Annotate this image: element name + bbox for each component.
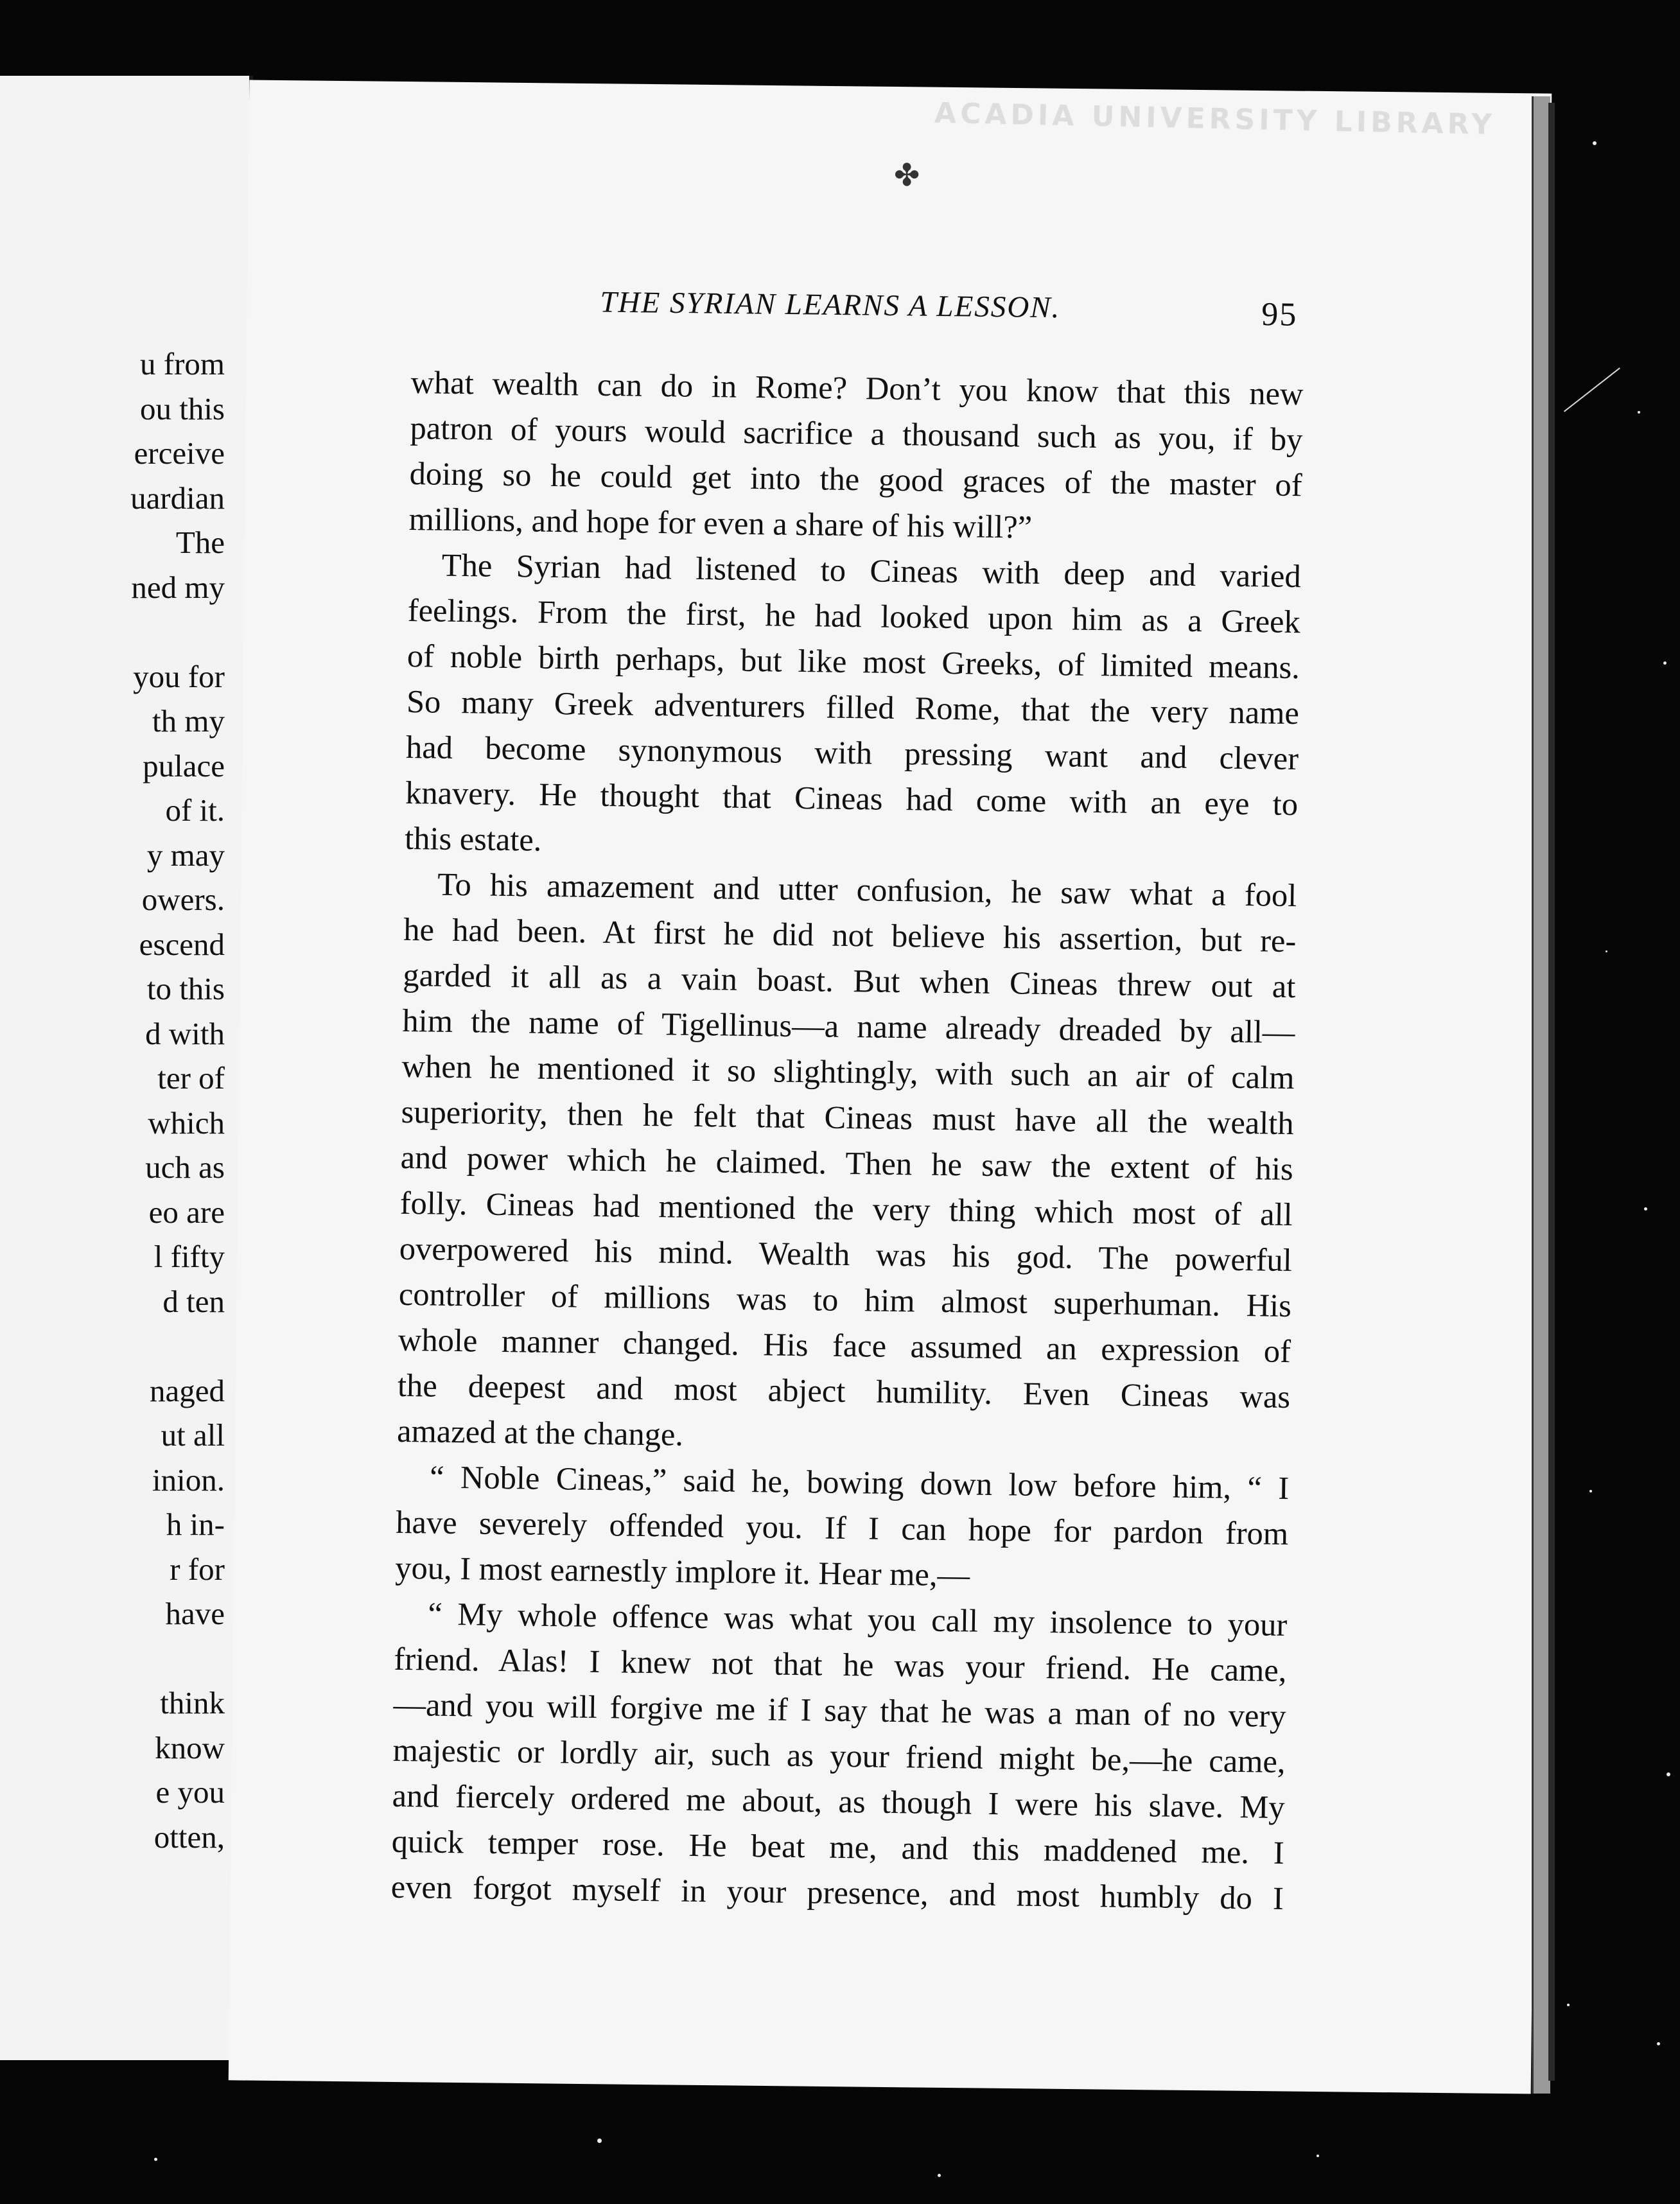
left-facing-page [0,76,253,2060]
page-edge [1532,96,1550,2094]
text-line: amazed at the change. [396,1412,684,1453]
running-title: THE SYRIAN LEARNS A LESSON. [600,285,1061,325]
left-page-fragment: escend [139,926,225,962]
left-page-fragment: y may [146,837,225,873]
text-line: folly. Cineas had mentioned the very thing which most of all [399,1184,1293,1233]
text-line: this estate. [404,819,542,858]
dust-speck [1589,1490,1592,1492]
dust-speck [1657,2042,1660,2045]
text-line: him the name of Tigellinus—a name already dreaded by all— [402,1002,1295,1051]
text-line: knavery. He thought that Cineas had come with an eye to [405,774,1299,823]
left-page-fragment: have [165,1596,225,1631]
left-page-fragment: l fifty [153,1239,225,1274]
text-line: controller of millions was to him almost superhuman. His [398,1275,1292,1324]
text-line: whole manner changed. His face assumed an expression of [398,1321,1291,1370]
text-line: even forgot myself in your presence, and most humbly do I [390,1868,1284,1916]
text-line: patron of yours would sacrifice a thousand such as you, if by [410,409,1303,458]
text-line: when he mentioned it so slightingly, with such an air of calm [401,1047,1295,1096]
library-stamp: ACADIA UNIVERSITY LIBRARY [934,96,1496,142]
text-line: millions, and hope for even a share of his will?” [408,500,1033,545]
page-number: 95 [1261,296,1298,333]
text-line: “ Noble Cineas,” said he, bowing down low before him, “ I [429,1458,1290,1507]
page-edge-shadow [1548,103,1555,2081]
text-line: overpowered his mind. Wealth was his god. The powerful [399,1230,1293,1279]
text-line: majestic or lordly air, such as your friend might be,—he came, [392,1731,1286,1780]
text-line: —and you will forgive me if I say that he was a man of no very [393,1686,1286,1735]
left-page-fragment: which [148,1105,225,1141]
left-page-fragment: think [160,1685,225,1720]
text-line: To his amazement and utter confusion, he saw what a fool [437,866,1297,914]
left-page-fragment: eo are [148,1194,225,1230]
text-line: and power which he claimed. Then he saw the extent of his [400,1139,1293,1187]
text-line: superiority, then he felt that Cineas must have all the wealth [401,1093,1294,1142]
dust-speck [1667,1772,1670,1776]
text-line: and fiercely ordered me about, as though I were his slave. My [392,1777,1285,1826]
left-page-fragment: naged [150,1372,225,1408]
left-page-fragment: you for [133,658,225,694]
left-page-fragment: know [155,1729,225,1765]
text-line: he had been. At first he did not believe his assertion, but re- [403,911,1297,959]
text-line: you, I most earnestly implore it. Hear me,— [395,1549,970,1593]
left-page-fragment: ned my [131,569,225,605]
left-page-fragment: uardian [130,480,225,516]
left-page-fragment: inion. [152,1462,225,1498]
left-page-fragment: d ten [162,1283,225,1319]
left-page-fragment: to this [146,971,225,1006]
left-page-fragment: d with [145,1015,225,1051]
text-line: have severely offended you. If I can hope for pardon from [395,1503,1289,1552]
text-line: what wealth can do in Rome? Don’t you know that this new [410,363,1304,412]
left-page-fragment: otten, [153,1819,225,1855]
dust-speck [154,2158,157,2161]
ornament-mark: ✤ [894,159,920,193]
dust-speck [597,2138,602,2143]
scan-scratch [1564,367,1620,412]
left-page-fragment: r for [170,1551,225,1587]
text-line: garded it all as a vain boast. But when Cineas threw out at [403,956,1296,1005]
dust-speck [1593,141,1597,145]
left-page-fragment: erceive [134,435,225,471]
left-page-fragment: th my [152,703,225,739]
left-page-fragment: u from [140,346,225,381]
left-page-fragment: The [175,525,225,560]
text-line: The Syrian had listened to Cineas with deep and varied [441,547,1302,595]
left-page-fragment: h in- [166,1507,225,1542]
text-line: feelings. From the first, he had looked upon him as a Greek [407,591,1301,640]
left-page-fragment: ter of [157,1060,225,1096]
dust-speck [1567,2004,1570,2006]
left-page-fragment: uch as [145,1150,225,1185]
dust-speck [938,2174,941,2177]
dust-speck [1644,1207,1647,1211]
text-line: of noble birth perhaps, but like most Greeks, of limited means. [407,637,1300,686]
left-page-fragment: ut all [161,1417,225,1453]
dust-speck [1606,950,1607,952]
left-page-fragment: owers. [141,882,225,917]
text-line: quick temper rose. He beat me, and this maddened me. I [391,1823,1285,1871]
dust-speck [1317,2155,1319,2157]
body-text [390,360,1303,1921]
dust-speck [1663,661,1667,665]
text-line: the deepest and most abject humility. Even Cineas was [397,1367,1291,1415]
text-line: friend. Alas! I knew not that he was your friend. He came, [394,1640,1287,1689]
left-page-fragment: ou this [139,390,225,426]
dust-speck [1638,411,1640,414]
left-page-fragment: e you [155,1774,225,1810]
text-line: “ My whole offence was what you call my insolence to your [428,1595,1288,1643]
text-line: had become synonymous with pressing want and clever [405,728,1299,777]
left-page-fragment: of it. [165,792,225,828]
left-page-fragment: pulace [143,748,225,783]
text-line: doing so he could get into the good graces of the master of [409,455,1302,503]
text-line: So many Greek adventurers filled Rome, that the very name [406,683,1300,731]
